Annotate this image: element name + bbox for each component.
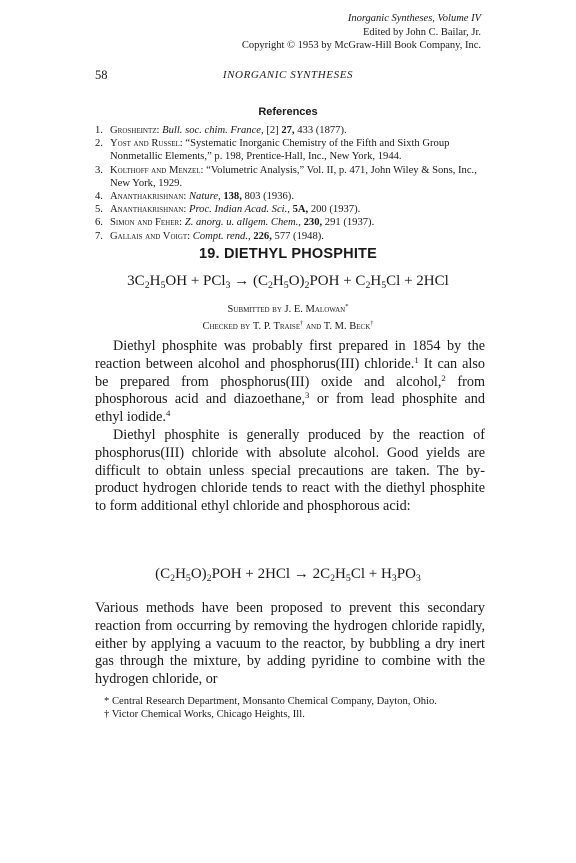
- reference-item: 1. Grosheintz: Bull. soc. chim. France, [2] 27, 433 (1877).: [95, 125, 347, 136]
- side-reaction-equation: $(C_2H_5O)_2POH + 2HCl \to 2C_2H_5Cl + H_3PO_3$: [155, 566, 421, 584]
- reference-authors: Ananthakrishnan:: [110, 191, 187, 203]
- reference-authors: Simon and Feher:: [110, 217, 183, 229]
- body-text-lower: [95, 600, 485, 689]
- copyright-line: Copyright © 1953 by McGraw-Hill Book Company, Inc.: [241, 40, 481, 51]
- body-text-upper: [95, 338, 485, 516]
- reference-item: 3. Kolthoff and Menzel: “Volumetric Analysis,” Vol. II, p. 471, John Wiley & Sons, Inc., New York, 1929.: [95, 164, 477, 189]
- reference-item: 5. Ananthakrishnan: Proc. Indian Acad. Sci., 5A, 200 (1937).: [95, 204, 361, 216]
- references-heading: References: [258, 106, 318, 118]
- reference-item: 6. Simon and Feher: Z. anorg. u. allgem. Chem., 230, 291 (1937).: [95, 217, 375, 229]
- reference-journal: Z. anorg. u. allgem. Chem.,: [184, 217, 301, 229]
- reference-volume: 27,: [281, 125, 295, 136]
- reference-authors: Ananthakrishnan:: [110, 204, 187, 216]
- checker-name: T. P. Traise: [252, 321, 301, 332]
- reference-volume: 226,: [253, 230, 272, 242]
- running-title: INORGANIC SYNTHESES: [222, 69, 354, 81]
- footnotes: [95, 695, 485, 721]
- reference-journal: Nature,: [188, 191, 221, 203]
- reaction-arrow: →: [290, 566, 313, 582]
- section-title: 19. DIETHYL PHOSPHITE: [199, 246, 377, 262]
- reference-volume: 5A,: [292, 204, 309, 216]
- editor-line: Edited by John C. Bailar, Jr.: [363, 26, 481, 38]
- checker-name: T. M. Beck: [323, 321, 371, 332]
- author-name: J. E. Malowan: [284, 304, 346, 315]
- references-list: [95, 124, 485, 243]
- page-number: 58: [95, 68, 108, 82]
- running-head: [95, 68, 481, 84]
- footnote: * Central Research Department, Monsanto Chemical Company, Dayton, Ohio.: [104, 696, 437, 707]
- reference-journal: Proc. Indian Acad. Sci.,: [188, 204, 290, 216]
- reaction-arrow: →: [230, 273, 253, 289]
- submitted-by: Submitted by J. E. Malowan*: [227, 303, 349, 315]
- reference-item: 4. Ananthakrishnan: Nature, 138, 803 (1936).: [95, 191, 294, 203]
- reference-journal: Bull. soc. chim. France,: [162, 125, 264, 136]
- checked-by: Checked by T. P. Traise† and T. M. Beck†: [202, 320, 374, 332]
- reference-authors: Yost and Russel:: [110, 138, 183, 150]
- reference-item: 2. Yost and Russel: “Systematic Inorganic Chemistry of the Fifth and Sixth Group Nonmetallic Elements,” p. 198, Prentice-Hall, Inc., New York, 1944.: [95, 138, 450, 163]
- reaction-equation: $3C_2H_5OH + PCl_3 \to (C_2H_5O)_2POH + C_2H_5Cl + 2HCl$: [127, 273, 449, 291]
- footnote: † Victor Chemical Works, Chicago Heights, Ill.: [104, 709, 305, 721]
- paragraph: Diethyl phosphite was probably first prepared in 1854 by the reaction between alcohol and phosphorus(III) chloride.$^1$ It can also be prepared from phosphorus(III) oxide and alcohol,$^2$ from phosphorous acid and diazoethane,$^3$ or from lead phosphite and ethyl iodide.$^4$: [95, 338, 485, 426]
- reference-item: 7. Gallais and Voigt: Compt. rend., 226, 577 (1948).: [95, 230, 324, 242]
- paragraph: Diethyl phosphite is generally produced by the reaction of phosphorus(III) chloride with absolute alcohol. Good yields are difficult to obtain unless special precautions are taken. The by-product hydrogen chloride tends to react with the diethyl phosphite to form additional ethyl chloride and phosphorous acid:: [95, 426, 485, 515]
- reference-authors: Kolthoff and Menzel:: [110, 164, 204, 176]
- reference-volume: 230,: [303, 217, 323, 229]
- reference-journal: Compt. rend.,: [192, 230, 251, 242]
- reference-authors: Grosheintz:: [110, 125, 160, 136]
- paragraph: Various methods have been proposed to prevent this secondary reaction from occurring by removing the hydrogen chloride rapidly, either by applying a vacuum to the reactor, by bubbling a dry inert gas through the mixture, by adding pyridine to combine with the hydrogen chloride, or: [95, 600, 485, 688]
- reference-volume: 138,: [223, 191, 242, 203]
- colophon: [242, 12, 481, 53]
- book-title: Inorganic Syntheses, Volume IV: [347, 13, 481, 24]
- reference-authors: Gallais and Voigt:: [110, 230, 191, 242]
